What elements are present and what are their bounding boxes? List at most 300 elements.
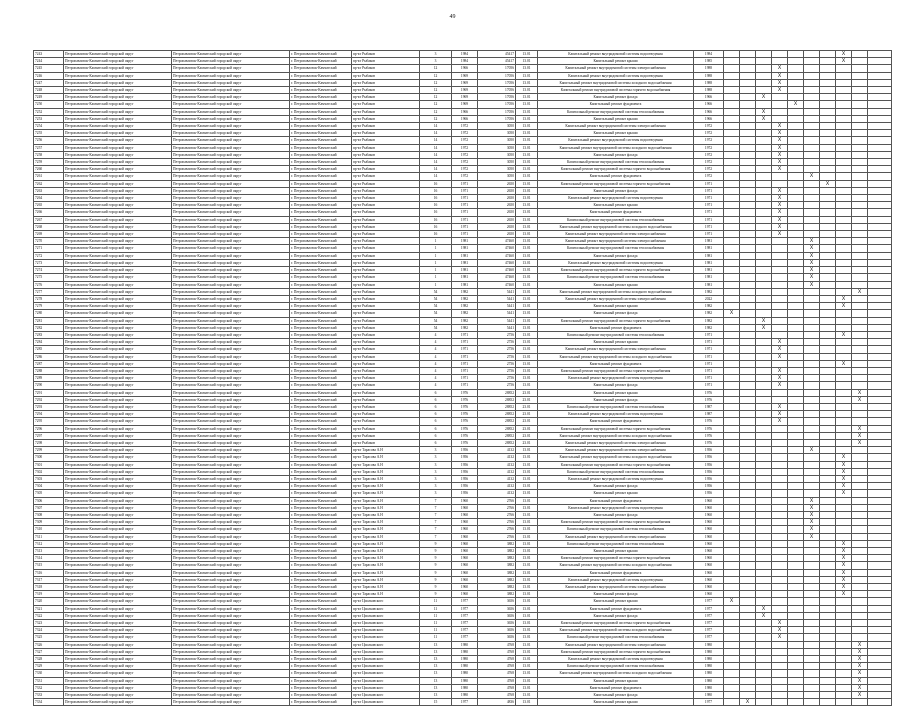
mark-cell [724,180,740,187]
street-cell: пр-кт Рыбаков [352,439,420,446]
mark-cell [756,58,772,65]
mark-cell [804,641,820,648]
mark-x: X [804,533,820,540]
sum-cell: 3656 [478,634,516,641]
mark-cell [756,252,772,259]
mark-cell [724,58,740,65]
plan-year-cell: 1956 [694,468,724,475]
sum-cell: 17056 [478,94,516,101]
table-row [34,648,892,655]
settlement-cell: Петропавловск-Камчатский городской округ [172,115,290,122]
mark-cell [740,432,756,439]
municipality-cell: Петропавловск-Камчатский городской округ [64,648,172,655]
table-row [34,439,892,446]
mark-cell [820,519,836,526]
table-row [34,627,892,634]
mark-cell [772,281,788,288]
table-row [34,130,892,137]
work-type-cell: Капитальный ремонт внутридомовой системы электроснабжения [538,447,694,454]
code-cell: 13.01 [516,627,538,634]
mark-cell [804,576,820,583]
year-cell: 1972 [452,123,478,130]
street-cell: пр-кт Рыбаков [352,108,420,115]
mark-cell [820,526,836,533]
mark-cell [820,699,836,706]
mark-cell [772,468,788,475]
house-cell: 6 [420,418,452,425]
mark-cell [756,418,772,425]
municipality-cell: Петропавловск-Камчатский городской округ [64,591,172,598]
sum-cell: 5441 [478,317,516,324]
house-cell: 9 [420,591,452,598]
mark-cell [820,187,836,194]
mark-cell [788,346,804,353]
municipality-cell: Петропавловск-Камчатский городской округ [64,475,172,482]
mark-cell [852,58,868,65]
code-cell: 13.01 [516,454,538,461]
sum-cell: 47460 [478,274,516,281]
mark-cell [804,288,820,295]
mark-cell [868,180,892,187]
mark-cell [756,231,772,238]
city-cell: г. Петропавловск-Камчатский [290,439,352,446]
settlement-cell: Петропавловск-Камчатский городской округ [172,432,290,439]
city-cell: г. Петропавловск-Камчатский [290,648,352,655]
street-cell: пр-кт Рыбаков [352,367,420,374]
mark-cell [740,144,756,151]
mark-cell [724,692,740,699]
municipality-cell: Петропавловск-Камчатский городской округ [64,533,172,540]
mark-cell [788,245,804,252]
city-cell: г. Петропавловск-Камчатский [290,403,352,410]
municipality-cell: Петропавловск-Камчатский городской округ [64,490,172,497]
sum-cell: 3882 [478,569,516,576]
plan-year-cell: 1981 [694,259,724,266]
mark-cell [868,137,892,144]
city-cell: г. Петропавловск-Камчатский [290,468,352,475]
code-cell: 13.01 [516,490,538,497]
mark-cell [820,483,836,490]
street-cell: пр-кт Циолковского [352,656,420,663]
mark-cell [820,627,836,634]
sum-cell: 4132 [478,454,516,461]
code-cell: 13.01 [516,339,538,346]
code-cell: 13.01 [516,331,538,338]
municipality-cell: Петропавловск-Камчатский городской округ [64,202,172,209]
mark-x: X [836,584,852,591]
mark-cell [724,562,740,569]
mark-cell [788,620,804,627]
mark-cell [772,331,788,338]
house-cell: 11 [420,605,452,612]
mark-cell [740,555,756,562]
municipality-cell: Петропавловск-Камчатский городской округ [64,468,172,475]
city-cell: г. Петропавловск-Камчатский [290,339,352,346]
row-id: 7311 [34,533,64,540]
municipality-cell: Петропавловск-Камчатский городской округ [64,130,172,137]
mark-cell [820,151,836,158]
mark-cell [836,65,852,72]
mark-cell [772,648,788,655]
mark-cell [820,475,836,482]
street-cell: пр-кт Тарасова А.Н [352,526,420,533]
street-cell: пр-кт Рыбаков [352,288,420,295]
work-type-cell: Капитальный ремонт внутридомовой системы холодного водоснабжения [538,79,694,86]
mark-cell [724,166,740,173]
house-cell: 7 [420,504,452,511]
street-cell: пр-кт Циолковского [352,692,420,699]
municipality-cell: Петропавловск-Камчатский городской округ [64,231,172,238]
street-cell: пр-кт Рыбаков [352,238,420,245]
work-type-cell: Капитальный ремонт внутридомовой системы горячего водоснабжения [538,367,694,374]
mark-cell [740,317,756,324]
mark-x: X [804,245,820,252]
house-cell: 14 [420,159,452,166]
mark-cell [868,159,892,166]
year-cell: 1956 [452,475,478,482]
row-id: 7321 [34,605,64,612]
mark-cell [820,115,836,122]
mark-cell [724,475,740,482]
mark-cell [804,324,820,331]
code-cell: 13.01 [516,79,538,86]
municipality-cell: Петропавловск-Камчатский городской округ [64,324,172,331]
mark-cell [836,72,852,79]
street-cell: пр-кт Рыбаков [352,72,420,79]
row-id: 7314 [34,555,64,562]
municipality-cell: Петропавловск-Камчатский городской округ [64,252,172,259]
street-cell: пр-кт Рыбаков [352,79,420,86]
mark-cell [868,562,892,569]
mark-cell [724,447,740,454]
mark-cell [852,612,868,619]
mark-cell [820,159,836,166]
table-row [34,137,892,144]
mark-cell [868,526,892,533]
mark-cell [852,324,868,331]
municipality-cell: Петропавловск-Камчатский городской округ [64,353,172,360]
mark-cell [868,303,892,310]
settlement-cell: Петропавловск-Камчатский городской округ [172,684,290,691]
year-cell: 1956 [452,490,478,497]
year-cell: 1972 [452,130,478,137]
house-cell: 14 [420,173,452,180]
mark-cell [724,403,740,410]
mark-cell [868,627,892,634]
mark-cell [772,612,788,619]
settlement-cell: Петропавловск-Камчатский городской округ [172,303,290,310]
mark-cell [724,418,740,425]
sum-cell: 45417 [478,51,516,58]
municipality-cell: Петропавловск-Камчатский городской округ [64,454,172,461]
work-type-cell: Капитальный ремонт внутридомовой системы теплоснабжения [538,108,694,115]
mark-cell [788,605,804,612]
mark-cell [868,317,892,324]
mark-cell [804,490,820,497]
house-cell: 12 [420,79,452,86]
house-cell: 4 [420,346,452,353]
municipality-cell: Петропавловск-Камчатский городской округ [64,432,172,439]
code-cell: 13.01 [516,562,538,569]
mark-cell [724,331,740,338]
mark-cell [820,497,836,504]
mark-cell [804,375,820,382]
mark-x: X [836,490,852,497]
mark-cell [820,605,836,612]
year-cell: 1966 [452,65,478,72]
mark-cell [788,367,804,374]
mark-cell [852,620,868,627]
work-type-cell: Капитальный ремонт фундамента [538,605,694,612]
row-id: 7279 [34,303,64,310]
house-cell: 14 [420,166,452,173]
municipality-cell: Петропавловск-Камчатский городской округ [64,159,172,166]
code-cell: 13.01 [516,656,538,663]
mark-cell [740,346,756,353]
mark-cell [772,526,788,533]
mark-cell [852,130,868,137]
mark-cell [868,346,892,353]
mark-cell [852,461,868,468]
plan-year-cell: 1977 [694,699,724,706]
mark-cell [740,584,756,591]
mark-cell [852,512,868,519]
code-cell: 13.01 [516,512,538,519]
table-row [34,548,892,555]
street-cell: пр-кт Тарасова А.Н [352,519,420,526]
row-id: 7299 [34,447,64,454]
sum-cell: 17056 [478,79,516,86]
year-cell: 1980 [452,656,478,663]
mark-cell [772,699,788,706]
work-type-cell: Капитальный ремонт внутридомовой системы горячего водоснабжения [538,317,694,324]
mark-cell [820,252,836,259]
plan-year-cell: 1972 [694,123,724,130]
street-cell: пр-кт Рыбаков [352,173,420,180]
mark-cell [740,576,756,583]
row-id: 7329 [34,663,64,670]
mark-cell [740,231,756,238]
mark-cell [820,123,836,130]
plan-year-cell: 1960 [694,548,724,555]
settlement-cell: Петропавловск-Камчатский городской округ [172,620,290,627]
year-cell: 1980 [452,663,478,670]
mark-cell [772,512,788,519]
mark-cell [820,403,836,410]
mark-cell [756,310,772,317]
mark-cell [740,468,756,475]
mark-cell [772,396,788,403]
code-cell: 13.01 [516,670,538,677]
mark-x: X [772,382,788,389]
work-type-cell: Капитальный ремонт фундамента [538,360,694,367]
city-cell: г. Петропавловск-Камчатский [290,144,352,151]
mark-cell [724,699,740,706]
mark-cell [756,353,772,360]
house-cell: 1 [420,238,452,245]
mark-cell [756,591,772,598]
year-cell: 1956 [452,447,478,454]
mark-cell [820,353,836,360]
mark-cell [788,461,804,468]
city-cell: г. Петропавловск-Камчатский [290,699,352,706]
mark-cell [740,223,756,230]
mark-cell [740,65,756,72]
plan-year-cell: 1966 [694,94,724,101]
mark-cell [724,425,740,432]
mark-cell [852,375,868,382]
settlement-cell: Петропавловск-Камчатский городской округ [172,245,290,252]
mark-cell [836,216,852,223]
year-cell: 1971 [452,367,478,374]
settlement-cell: Петропавловск-Камчатский городской округ [172,310,290,317]
mark-cell [772,274,788,281]
mark-cell [788,656,804,663]
mark-cell [868,144,892,151]
mark-cell [788,72,804,79]
mark-cell [772,641,788,648]
row-id: 7327 [34,648,64,655]
year-cell: 1960 [452,562,478,569]
mark-cell [740,72,756,79]
house-cell: 6 [420,411,452,418]
mark-cell [868,72,892,79]
mark-cell [836,620,852,627]
street-cell: пр-кт Рыбаков [352,130,420,137]
work-type-cell: Капитальный ремонт внутридомовой системы водоотведения [538,259,694,266]
mark-x: X [804,267,820,274]
mark-cell [804,555,820,562]
mark-cell [836,612,852,619]
street-cell: пр-кт Рыбаков [352,223,420,230]
plan-year-cell: 1977 [694,612,724,619]
table-row [34,475,892,482]
code-cell: 13.01 [516,245,538,252]
mark-cell [724,360,740,367]
mark-cell [804,656,820,663]
city-cell: г. Петропавловск-Камчатский [290,180,352,187]
plan-year-cell: 1977 [694,627,724,634]
code-cell: 13.01 [516,130,538,137]
sum-cell: 3882 [478,540,516,547]
plan-year-cell: 1966 [694,101,724,108]
street-cell: пр-кт Рыбаков [352,65,420,72]
sum-cell: 2756 [478,331,516,338]
municipality-cell: Петропавловск-Камчатский городской округ [64,497,172,504]
mark-cell [756,259,772,266]
work-type-cell: Капитальный ремонт внутридомовой системы теплоснабжения [538,245,694,252]
street-cell: пр-кт Рыбаков [352,216,420,223]
mark-x: X [836,468,852,475]
year-cell: 1976 [452,439,478,446]
table-row [34,123,892,130]
mark-cell [820,454,836,461]
mark-cell [820,310,836,317]
table-row [34,288,892,295]
municipality-cell: Петропавловск-Камчатский городской округ [64,339,172,346]
mark-cell [804,202,820,209]
year-cell: 1960 [452,504,478,511]
mark-cell [772,576,788,583]
settlement-cell: Петропавловск-Камчатский городской округ [172,339,290,346]
settlement-cell: Петропавловск-Камчатский городской округ [172,533,290,540]
year-cell: 1960 [452,540,478,547]
year-cell: 1960 [452,548,478,555]
settlement-cell: Петропавловск-Камчатский городской округ [172,187,290,194]
row-id: 7263 [34,187,64,194]
mark-x: X [852,641,868,648]
mark-cell [724,591,740,598]
table-row [34,259,892,266]
mark-cell [788,612,804,619]
mark-cell [788,195,804,202]
table-row [34,447,892,454]
mark-cell [788,65,804,72]
table-row [34,108,892,115]
mark-cell [804,159,820,166]
year-cell: 1960 [452,569,478,576]
year-cell: 1982 [452,317,478,324]
mark-cell [740,159,756,166]
year-cell: 1971 [452,375,478,382]
mark-cell [788,533,804,540]
mark-x: X [772,339,788,346]
work-type-cell: Капитальный ремонт фундамента [538,101,694,108]
mark-cell [724,216,740,223]
plan-year-cell: 1980 [694,670,724,677]
mark-cell [868,454,892,461]
mark-cell [724,684,740,691]
mark-cell [740,475,756,482]
sum-cell: 2756 [478,375,516,382]
mark-cell [820,461,836,468]
house-cell: 54 [420,288,452,295]
city-cell: г. Петропавловск-Камчатский [290,159,352,166]
mark-cell [852,475,868,482]
mark-x: X [804,526,820,533]
street-cell: пр-кт Тарасова А.Н [352,576,420,583]
street-cell: пр-кт Тарасова А.Н [352,447,420,454]
settlement-cell: Петропавловск-Камчатский городской округ [172,231,290,238]
plan-year-cell: 1982 [694,310,724,317]
house-cell: 13 [420,677,452,684]
settlement-cell: Петропавловск-Камчатский городской округ [172,195,290,202]
house-cell: 1 [420,259,452,266]
mark-cell [724,324,740,331]
municipality-cell: Петропавловск-Камчатский городской округ [64,411,172,418]
mark-cell [740,425,756,432]
mark-cell [820,670,836,677]
settlement-cell: Петропавловск-Камчатский городской округ [172,439,290,446]
mark-cell [804,692,820,699]
mark-cell [772,562,788,569]
city-cell: г. Петропавловск-Камчатский [290,166,352,173]
municipality-cell: Петропавловск-Камчатский городской округ [64,87,172,94]
mark-cell [852,627,868,634]
city-cell: г. Петропавловск-Камчатский [290,418,352,425]
row-id: 7244 [34,58,64,65]
house-cell: 14 [420,130,452,137]
mark-cell [836,259,852,266]
mark-x: X [772,216,788,223]
work-type-cell: Капитальный ремонт фундамента [538,497,694,504]
year-cell: 1980 [452,692,478,699]
mark-cell [820,65,836,72]
mark-cell [772,94,788,101]
code-cell: 13.01 [516,684,538,691]
city-cell: г. Петропавловск-Камчатский [290,483,352,490]
mark-cell [868,87,892,94]
